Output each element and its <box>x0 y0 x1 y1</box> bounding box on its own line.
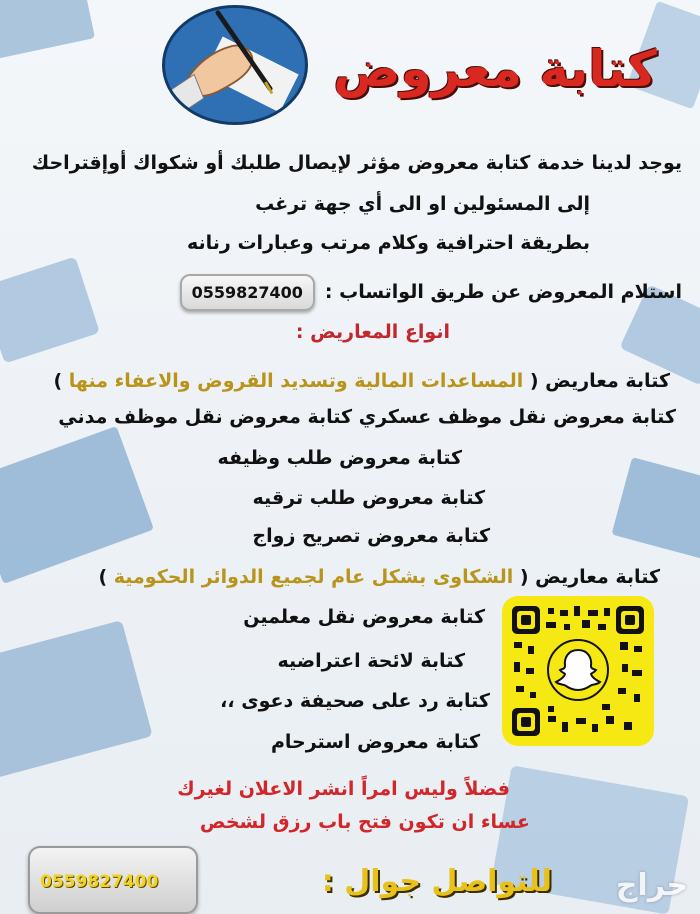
service-item: كتابة معروض طلب وظيفه <box>217 447 462 469</box>
haraj-watermark-icon: حراج <box>615 868 688 903</box>
office-decor <box>0 620 153 780</box>
types-heading: انواع المعاريض : <box>295 321 450 343</box>
service-item: كتابة رد على صحيفة دعوى ،، <box>220 690 490 712</box>
service-item-suffix: ) <box>53 370 63 392</box>
blessing-text: عساء ان تكون فتح باب رزق لشخص <box>199 811 530 833</box>
whatsapp-phone[interactable]: 0559827400 <box>180 274 315 311</box>
service-item-highlight: المساعدات المالية وتسديد القروض والاعفاء منها <box>62 370 530 392</box>
service-item-prefix: كتابة معاريض ( <box>519 566 660 588</box>
intro-line-3: بطريقة احترافية وكلام مرتب وعبارات رنانه <box>186 232 590 254</box>
contact-phone[interactable]: 0559827400 <box>40 872 159 892</box>
service-item-prefix: كتابة معاريض ( <box>529 370 670 392</box>
service-item: كتابة معروض نقل موظف عسكري كتابة معروض نقل موظف مدني <box>58 406 676 428</box>
intro-line-2: إلى المسئولين او الى أي جهة ترغب <box>255 193 590 215</box>
contact-label: للتواصل جوال : <box>321 864 552 899</box>
writing-hand-icon <box>162 5 308 125</box>
paper-decor <box>0 426 154 584</box>
service-item-highlight: الشكاوى بشكل عام لجميع الدوائر الحكومية <box>107 566 520 588</box>
whatsapp-row <box>180 270 682 314</box>
share-request-text: فضلاً وليس امراً انشر الاعلان لغيرك <box>177 778 510 800</box>
service-item: كتابة معروض نقل معلمين <box>243 606 485 628</box>
service-item: كتابة معروض طلب ترقيه <box>252 487 485 509</box>
service-item: كتابة معروض تصريح زواج <box>252 525 490 547</box>
service-item <box>53 370 670 392</box>
page-title: كتابة معروض <box>333 40 657 98</box>
qr-pattern-icon <box>512 606 644 736</box>
service-item: كتابة معروض استرحام <box>270 731 480 753</box>
whatsapp-label: استلام المعروض عن طريق الواتساب : <box>324 281 682 303</box>
intro-line-1: يوجد لدينا خدمة كتابة معروض مؤثر لإيصال طلبك أو شكواك أوإقتراحك <box>31 152 682 174</box>
snapchat-qr-code[interactable] <box>502 596 654 746</box>
background-decor <box>0 0 95 61</box>
service-item-suffix: ) <box>98 566 108 588</box>
calculator-decor <box>0 257 100 364</box>
service-item <box>98 566 660 588</box>
paper-decor <box>612 457 700 563</box>
service-item: كتابة لائحة اعتراضيه <box>277 650 465 672</box>
